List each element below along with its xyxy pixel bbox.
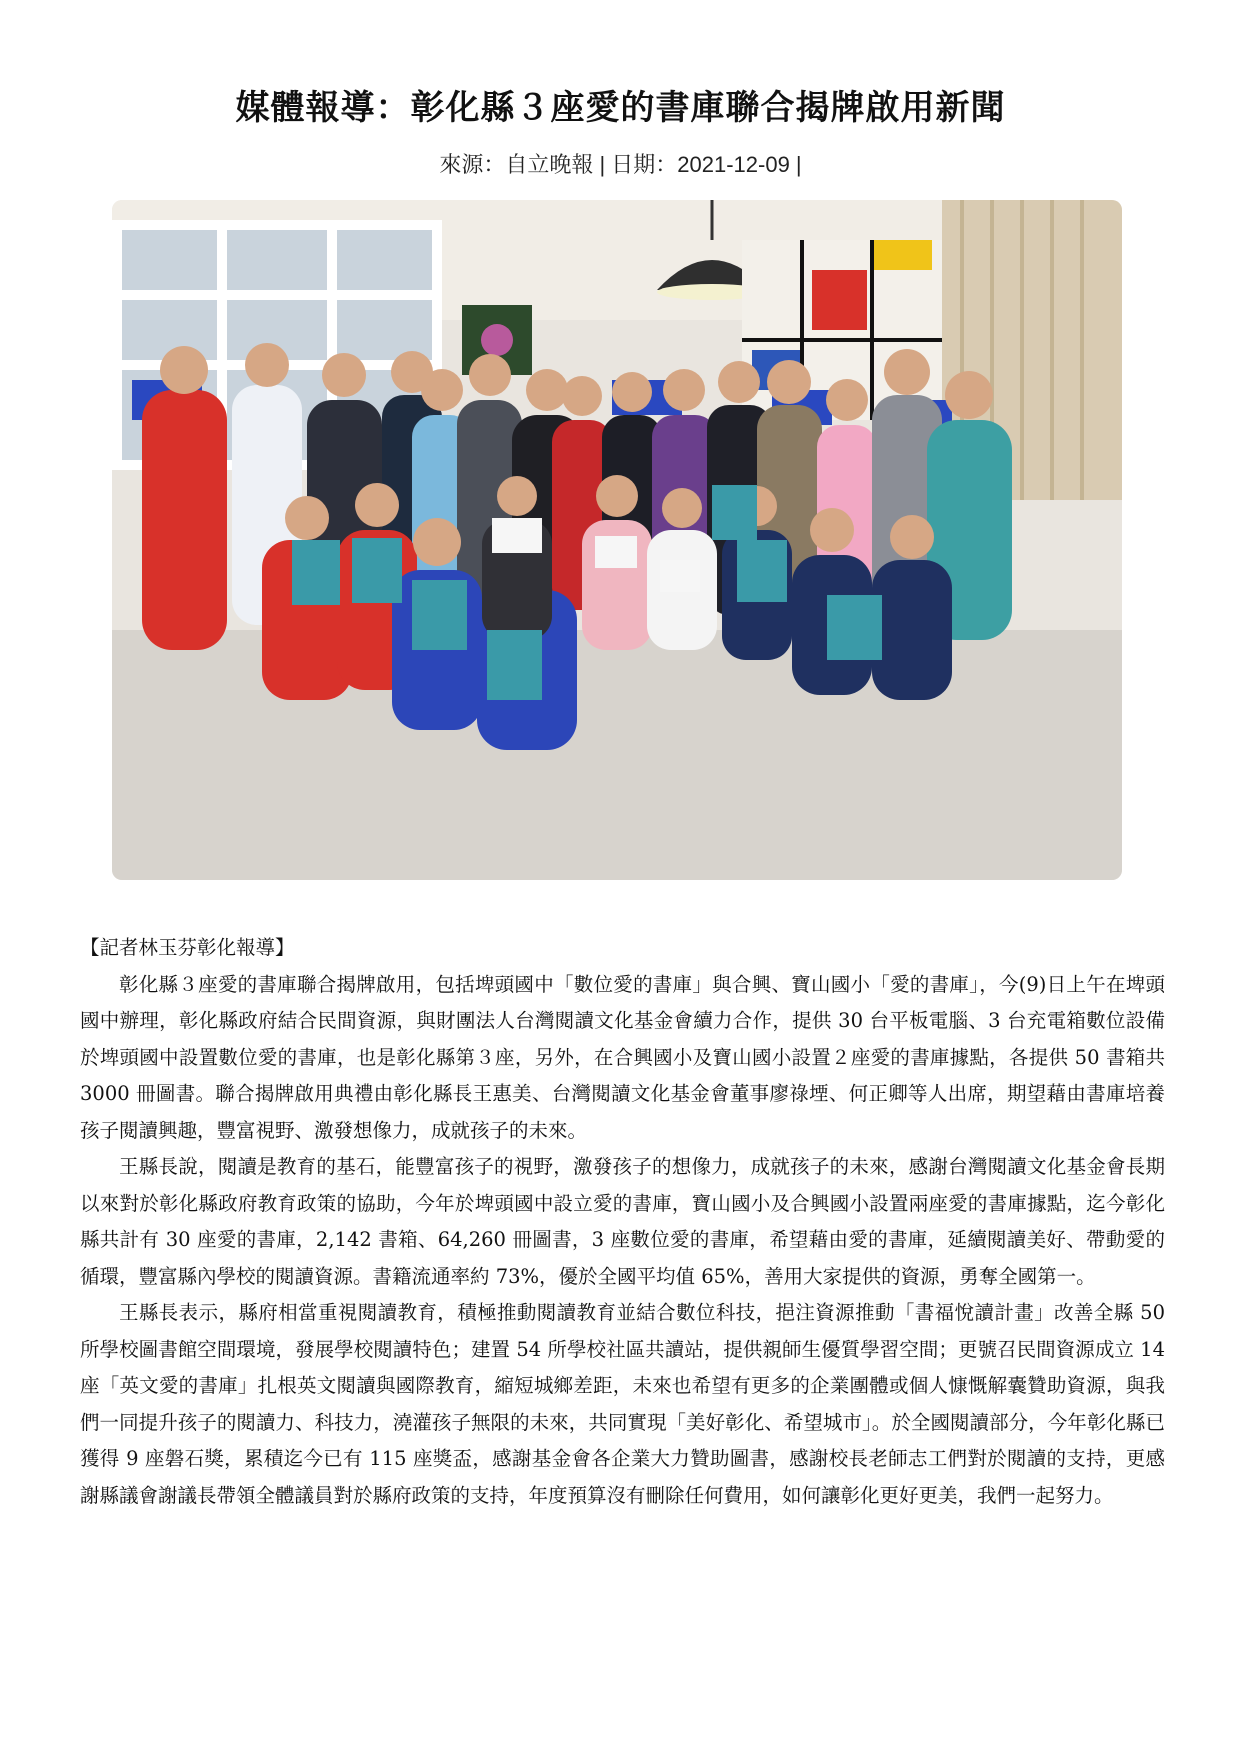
article-paragraph: 彰化縣３座愛的書庫聯合揭牌啟用，包括埤頭國中「數位愛的書庫」與合興、寶山國小「愛的書庫」，今(9)日上午在埤頭國中辦理，彰化縣政府結合民間資源，與財團法人台灣閱讀文化基金會續力合作，提供 30 台平板電腦、3 台充電箱數位設備於埤頭國中設置數位愛的書庫，也是彰化縣第３座，另外，在合興國小及寶山國小設置２座愛的書庫據點，各提供 50 書箱共 3000 冊圖書。聯合揭牌啟用典禮由彰化縣長王惠美、台灣閱讀文化基金會董事廖祿堙、何正卿等人出席，期望藉由書庫培養孩子閱讀興趣，豐富視野、激發想像力，成就孩子的未來。 bbox=[80, 972, 1165, 1142]
article-body bbox=[80, 930, 1165, 1514]
source-date-line: 來源：自立晚報 | 日期：2021-12-09 | bbox=[439, 152, 802, 177]
page-title: 媒體報導：彰化縣３座愛的書庫聯合揭牌啟用新聞 bbox=[235, 88, 1006, 128]
article-paragraph: 王縣長表示，縣府相當重視閱讀教育，積極推動閱讀教育並結合數位科技，挹注資源推動「書福悅讀計畫」改善全縣 50 所學校圖書館空間環境，發展學校閱讀特色；建置 54 所學校社區共讀站，提供親師生優質學習空間；更號召民間資源成立 14 座「英文愛的書庫」扎根英文閱讀與國際教育，縮短城鄉差距，未來也希望有更多的企業團體或個人慷慨解囊贊助資源，與我們一同提升孩子的閱讀力、科技力，澆灌孩子無限的未來，共同實現「美好彰化、希望城市」。於全國閱讀部分，今年彰化縣已獲得 9 座磐石獎，累積迄今已有 115 座獎盃，感謝基金會各企業大力贊助圖書，感謝校長老師志工們對於閱讀的支持，更感謝縣議會謝議長帶領全體議員對於縣府政策的支持，年度預算沒有刪除任何費用，如何讓彰化更好更美，我們一起努力。 bbox=[80, 1301, 1165, 1507]
article-paragraph: 王縣長說，閱讀是教育的基石，能豐富孩子的視野，激發孩子的想像力，成就孩子的未來，感謝台灣閱讀文化基金會長期以來對於彰化縣政府教育政策的協助，今年於埤頭國中設立愛的書庫，寶山國小及合興國小設置兩座愛的書庫據點，迄今彰化縣共計有 30 座愛的書庫，2,142 書箱、64,260 冊圖書，3 座數位愛的書庫，希望藉由愛的書庫，延續閱讀美好、帶動愛的循環，豐富縣內學校的閱讀資源。書籍流通率約 73%，優於全國平均值 65%，善用大家提供的資源，勇奪全國第一。 bbox=[80, 1155, 1165, 1288]
group-photo-illustration bbox=[112, 200, 1122, 880]
group-photo bbox=[112, 200, 1122, 880]
byline: 【記者林玉芬彰化報導】 bbox=[80, 936, 295, 959]
